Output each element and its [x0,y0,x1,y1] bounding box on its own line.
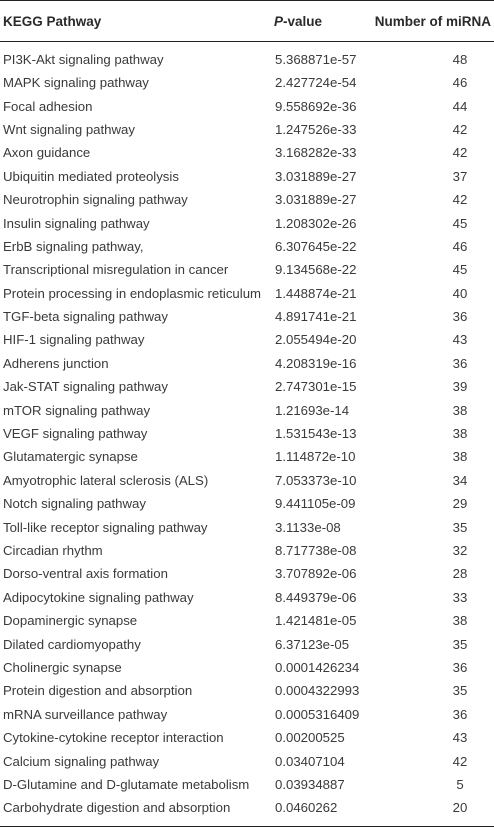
cell-p-value: 3.1133e-08 [275,519,341,535]
cell-number-of-mirna: 43 [452,730,468,746]
table-row [0,562,494,585]
cell-p-value: 9.441105e-09 [275,496,356,512]
cell-number-of-mirna: 29 [452,496,468,512]
cell-number-of-mirna: 20 [366,796,494,826]
cell-p-value: 4.891741e-21 [275,309,357,325]
header-p-value [272,1,366,42]
table-header [0,1,494,42]
table-row [0,515,494,538]
cell-kegg-pathway: Adherens junction [3,355,109,371]
cell-kegg-pathway: Adipocytokine signaling pathway [3,589,194,605]
cell-number-of-mirna: 42 [452,145,468,161]
table-row [0,235,494,258]
cell-number-of-mirna: 35 [452,519,468,535]
cell-number-of-mirna: 42 [452,753,468,769]
cell-p-value: 5.368871e-57 [275,52,357,67]
table-row [0,328,494,351]
cell-p-value: 0.03934887 [275,776,345,792]
table-row [0,492,494,515]
table-row [0,42,494,72]
cell-kegg-pathway: VEGF signaling pathway [3,426,148,442]
cell-p-value: 1.21693e-14 [275,402,350,418]
table-row [0,586,494,609]
cell-number-of-mirna: 37 [452,168,468,184]
table-row [0,141,494,164]
table-row [0,749,494,772]
cell-p-value: 1.114872e-10 [275,449,356,465]
cell-kegg-pathway: PI3K-Akt signaling pathway [3,52,164,67]
cell-kegg-pathway: ErbB signaling pathway, [3,238,144,254]
cell-number-of-mirna: 40 [452,285,468,301]
cell-number-of-mirna: 38 [452,426,468,442]
cell-p-value: 1.448874e-21 [275,285,357,301]
cell-kegg-pathway: Calcium signaling pathway [3,753,160,769]
table-row [0,375,494,398]
cell-p-value: 3.031889e-27 [275,168,357,184]
cell-kegg-pathway: Amyotrophic lateral sclerosis (ALS) [3,472,209,488]
cell-kegg-pathway: Dilated cardiomyopathy [3,636,141,652]
cell-p-value: 0.0004322993 [275,683,360,699]
cell-number-of-mirna: 33 [452,589,468,605]
cell-kegg-pathway: mTOR signaling pathway [3,402,151,418]
cell-p-value: 1.421481e-05 [275,613,357,629]
cell-kegg-pathway: Carbohydrate digestion and absorption [0,796,272,826]
table-row [0,165,494,188]
table-row [0,726,494,749]
cell-number-of-mirna: 43 [452,332,468,348]
cell-p-value: 9.558692e-36 [275,98,357,114]
table-row [0,188,494,211]
cell-number-of-mirna: 45 [452,215,468,231]
cell-number-of-mirna: 42 [452,121,468,137]
cell-number-of-mirna: 35 [452,683,468,699]
cell-number-of-mirna: 32 [452,543,468,558]
table-row [0,211,494,234]
table-row [0,258,494,281]
cell-number-of-mirna: 34 [452,472,468,488]
cell-number-of-mirna: 36 [452,309,468,325]
cell-p-value: 8.717738e-08 [275,543,357,558]
header-number-of-mirna: Number of miRNA [366,1,494,42]
table-row [0,422,494,445]
cell-kegg-pathway: Protein processing in endoplasmic reticulum [3,285,262,301]
cell-kegg-pathway: TGF-beta signaling pathway [3,309,168,325]
table-row [0,94,494,117]
cell-p-value: 8.449379e-06 [275,589,357,605]
cell-p-value: 6.37123e-05 [275,636,350,652]
header-kegg-pathway: KEGG Pathway [0,1,272,42]
cell-kegg-pathway: Wnt signaling pathway [3,121,135,137]
cell-kegg-pathway: Glutamatergic synapse [3,449,138,465]
cell-p-value: 2.055494e-20 [275,332,357,348]
cell-number-of-mirna: 46 [452,75,468,91]
cell-p-value: 2.747301e-15 [275,379,357,395]
cell-p-value: 4.208319e-16 [275,355,357,371]
cell-kegg-pathway: Circadian rhythm [3,543,103,558]
header-p-value-letter: P [274,13,284,29]
table-row [0,539,494,562]
cell-p-value: 7.053373e-10 [275,472,357,488]
cell-p-value: 1.247526e-33 [275,121,357,137]
cell-number-of-mirna: 44 [452,98,468,114]
cell-number-of-mirna: 42 [452,192,468,208]
header-row [0,1,494,42]
table-row [0,796,494,826]
cell-p-value: 0.00200525 [275,730,345,746]
cell-p-value: 0.0460262 [272,796,366,826]
cell-kegg-pathway: mRNA surveillance pathway [3,706,168,722]
header-p-value-suffix: -value [283,13,323,29]
cell-p-value: 3.168282e-33 [275,145,357,161]
cell-p-value: 0.0001426234 [275,659,360,675]
table-row [0,656,494,679]
table-row [0,282,494,305]
table-row [0,703,494,726]
cell-p-value: 0.03407104 [275,753,345,769]
table-row [0,469,494,492]
cell-kegg-pathway: Protein digestion and absorption [3,683,193,699]
cell-kegg-pathway: D-Glutamine and D-glutamate metabolism [3,776,250,792]
cell-number-of-mirna: 38 [452,402,468,418]
table-row [0,118,494,141]
table-row [0,305,494,328]
cell-p-value: 2.427724e-54 [275,75,357,91]
cell-kegg-pathway: Cholinergic synapse [3,659,122,675]
cell-kegg-pathway: Jak-STAT signaling pathway [3,379,168,395]
cell-p-value: 1.208302e-26 [275,215,357,231]
cell-kegg-pathway: Cytokine-cytokine receptor interaction [3,730,224,746]
cell-number-of-mirna: 46 [452,238,468,254]
cell-number-of-mirna: 5 [456,776,464,792]
cell-kegg-pathway: Dorso-ventral axis formation [3,566,168,582]
table-row [0,773,494,796]
table-row [0,632,494,655]
cell-kegg-pathway: Insulin signaling pathway [3,215,150,231]
cell-number-of-mirna: 39 [452,379,468,395]
cell-kegg-pathway: Notch signaling pathway [3,496,146,512]
table-row [0,609,494,632]
cell-kegg-pathway: Toll-like receptor signaling pathway [3,519,208,535]
cell-number-of-mirna: 28 [452,566,468,582]
cell-kegg-pathway: Ubiquitin mediated proteolysis [3,168,179,184]
cell-number-of-mirna: 36 [452,706,468,722]
cell-number-of-mirna: 36 [452,355,468,371]
table-row [0,445,494,468]
cell-kegg-pathway: HIF-1 signaling pathway [3,332,145,348]
cell-p-value: 9.134568e-22 [275,262,357,278]
cell-p-value: 6.307645e-22 [275,238,357,254]
cell-kegg-pathway: Neurotrophin signaling pathway [3,192,188,208]
cell-kegg-pathway: Dopaminergic synapse [3,613,138,629]
cell-p-value: 1.531543e-13 [275,426,357,442]
cell-number-of-mirna: 38 [452,613,468,629]
cell-number-of-mirna: 36 [452,659,468,675]
cell-kegg-pathway: Axon guidance [3,145,91,161]
cell-number-of-mirna: 48 [452,52,468,67]
cell-kegg-pathway: MAPK signaling pathway [3,75,149,91]
cell-kegg-pathway: Transcriptional misregulation in cancer [3,262,229,278]
cell-kegg-pathway: Focal adhesion [3,98,93,114]
table-row [0,398,494,421]
cell-number-of-mirna: 45 [452,262,468,278]
cell-number-of-mirna: 38 [452,449,468,465]
cell-p-value: 3.707892e-06 [275,566,357,582]
table-row [0,352,494,375]
cell-number-of-mirna: 35 [452,636,468,652]
table-row [0,71,494,94]
cell-p-value: 3.031889e-27 [275,192,357,208]
table-body [0,42,494,827]
cell-p-value: 0.0005316409 [275,706,360,722]
table-row [0,679,494,702]
